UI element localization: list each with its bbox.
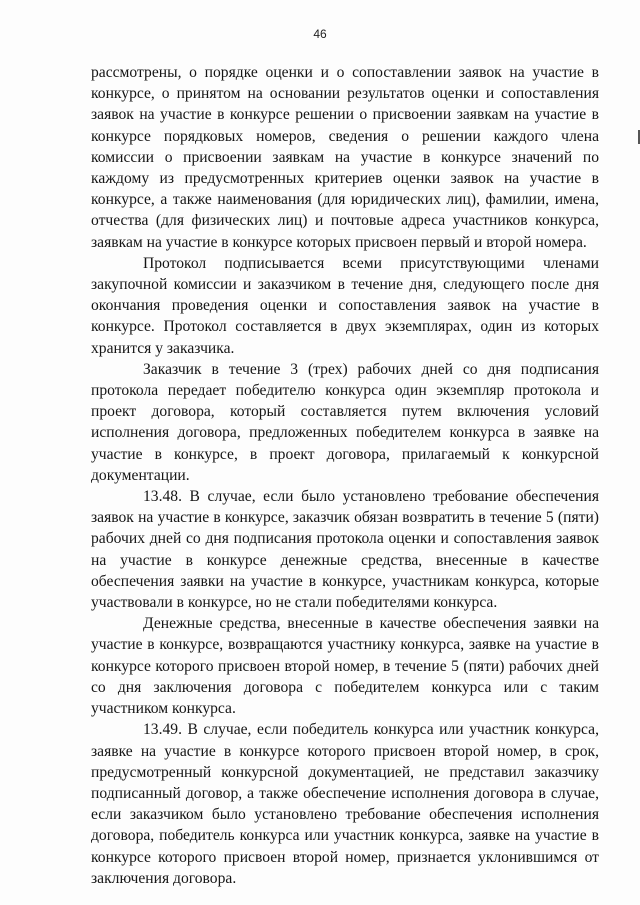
page-number: 46	[313, 27, 327, 41]
paragraph-contract-transfer: Заказчик в течение 3 (трех) рабочих дней со дня подписания протокола передает победителю конкурса один экземпляр протокола и проект договора, который составляется путем включения условий исполнения договора, предложенных победителем конкурса в заявке на участие в конкурсе, в проект договора, прилагаемый к конкурсной документации.	[91, 360, 599, 484]
paragraph-protocol-signing: Протокол подписывается всеми присутствующими членами закупочной комиссии и заказчиком в течение дня, следующего после дня окончания проведения оценки и сопоставления заявок на участие в конкурсе. Протокол составляется в двух экземплярах, один из которых хранится у заказчика.	[91, 254, 599, 357]
paragraph-continuation: рассмотрены, о порядке оценки и о сопоставлении заявок на участие в конкурсе, о принятом на основании результатов оценки и сопоставления заявок на участие в конкурсе решении о присвоении заявкам на участие в конкурсе порядковых номеров, сведения о решении каждого члена комиссии о присвоении заявкам на участие в конкурсе значений по каждому из предусмотренных критериев оценки заявок на участие в конкурсе, а также наименования (для юридических лиц), фамилии, имена, отчества (для физических лиц) и почтовые адреса участников конкурса, заявкам на участие в конкурсе которых присвоен первый и второй номера.	[91, 64, 599, 251]
document-body	[91, 62, 599, 889]
paragraph-13-48: 13.48. В случае, если было установлено требование обеспечения заявок на участие в конкурсе, заказчик обязан возвратить в течение 5 (пяти) рабочих дней со дня подписания протокола оценки и сопоставления заявок на участие в конкурсе денежные средства, внесенные в качестве обеспечения заявки на участие в конкурсе, участникам конкурса, которые участвовали в конкурсе, но не стали победителями конкурса.	[91, 488, 599, 612]
paragraph-security-return: Денежные средства, внесенные в качестве обеспечения заявки на участие в конкурсе, возвращаются участнику конкурса, заявке на участие в конкурсе которого присвоен второй номер, в течение 5 (пяти) рабочих дней со дня заключения договора с победителем конкурса или с таким участником конкурса.	[91, 615, 599, 718]
paragraph-13-49: 13.49. В случае, если победитель конкурса или участник конкурса, заявке на участие в конкурсе которого присвоен второй номер, в срок, предусмотренный конкурсной документацией, не представил заказчику подписанный договор, а также обеспечение исполнения договора в случае, если заказчиком было установлено требование обеспечения исполнения договора, победитель конкурса или участник конкурса, заявке на участие в конкурсе которого присвоен второй номер, признается уклонившимся от заключения договора.	[91, 721, 599, 887]
